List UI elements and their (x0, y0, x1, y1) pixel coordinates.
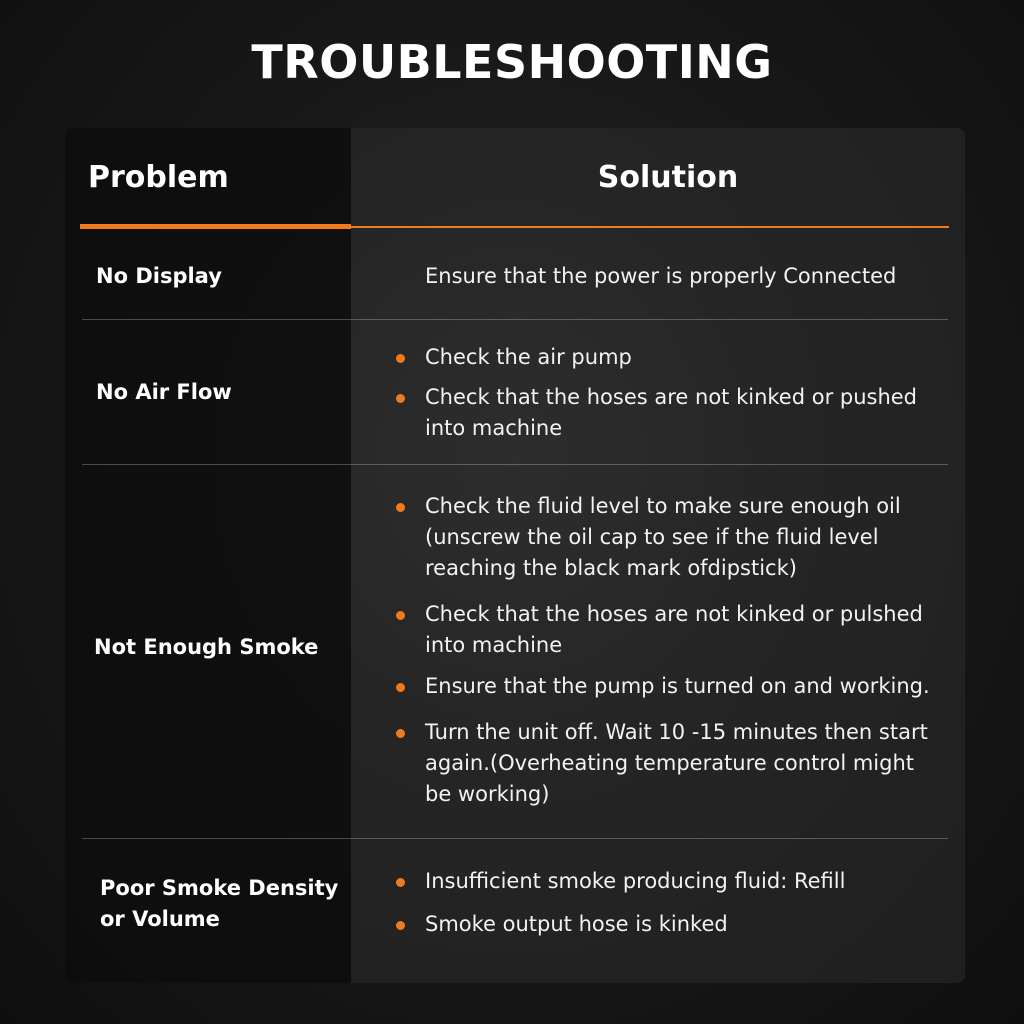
bullet-dot (396, 394, 405, 403)
solution-text: Check that the hoses are not kinked or pushed into machine (425, 385, 918, 440)
problem-header-underline (80, 224, 351, 229)
bullet-dot (396, 683, 405, 692)
bullet-dot (396, 354, 405, 363)
row-divider (82, 838, 948, 839)
problem-no-air-flow: No Air Flow (96, 380, 232, 404)
solution-text: Smoke output hose is kinked (425, 912, 728, 936)
problem-column-background (65, 128, 351, 983)
page-title: TROUBLESHOOTING (251, 35, 773, 89)
solution-text: Check the air pump (425, 345, 632, 369)
solution-text: Insufficient smoke producing fluid: Refill (425, 869, 846, 893)
solution-text: Turn the unit off. Wait 10 -15 minutes then start again.(Overheating temperature control might be working) (425, 720, 928, 806)
bullet-dot (396, 611, 405, 620)
solution-header: Solution (597, 160, 739, 195)
bullet-dot (396, 878, 405, 887)
bullet-dot (396, 503, 405, 512)
bullet-dot (396, 921, 405, 930)
problem-not-enough-smoke: Not Enough Smoke (94, 635, 319, 659)
bullet-dot (396, 729, 405, 738)
row-divider (82, 464, 948, 465)
solution-text: Check the fluid level to make sure enough oil (unscrew the oil cap to see if the fluid level reaching the black mark ofdipstick) (425, 494, 901, 580)
solution-text: Ensure that the power is properly Connected (425, 264, 897, 288)
row-divider (82, 319, 948, 320)
solution-text: Ensure that the pump is turned on and working. (425, 674, 930, 698)
problem-header: Problem (88, 160, 229, 195)
problem-poor-smoke-density: Poor Smoke Density or Volume (100, 876, 339, 931)
solution-text: Check that the hoses are not kinked or pulshed into machine (425, 602, 923, 657)
problem-no-display: No Display (96, 264, 222, 288)
solution-header-underline (351, 226, 949, 228)
